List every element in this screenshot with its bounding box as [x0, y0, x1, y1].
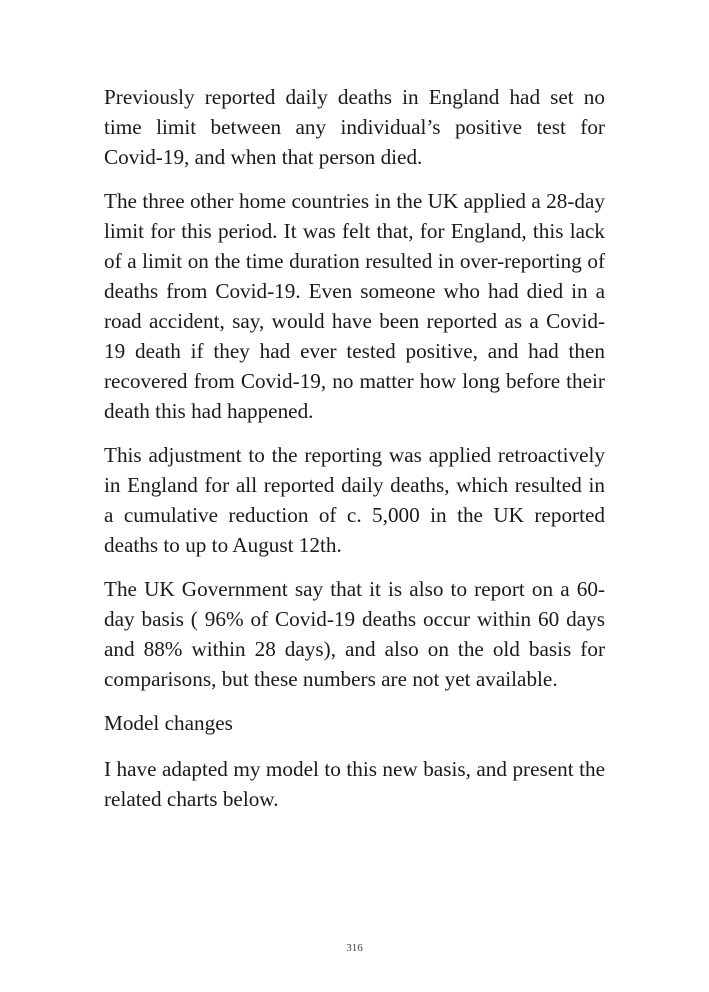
paragraph-28-day-limit: The three other home countries in the UK applied a 28-day limit for this period. It was felt that, for England, this lack of a limit on the time duration resulted in over-reporting of deaths from Covid-19. Even someone who had died in a road accident, say, would have been reported as a Covid-19 death if they had ever tested positive, and had then recovered from Covid-19, no matter how long before their death this had happened.: [104, 189, 605, 423]
page-number: 316: [346, 942, 363, 954]
paragraph-model-adapted: I have adapted my model to this new basis, and present the related charts below.: [104, 757, 605, 811]
paragraph-retroactive-adjustment: This adjustment to the reporting was applied retroactively in England for all reported daily deaths, which resulted in a cumulative reduction of c. 5,000 in the UK reported deaths to up to August 12th.: [104, 443, 605, 557]
paragraph-60-day-basis: The UK Government say that it is also to report on a 60-day basis ( 96% of Covid-19 deaths occur within 60 days and 88% within 28 days), and also on the old basis for comparisons, but these numbers are not yet available.: [104, 577, 605, 691]
section-heading: Model changes: [104, 711, 233, 735]
body-text: [104, 82, 605, 828]
paragraph-time-limit: Previously reported daily deaths in England had set no time limit between any individual’s positive test for Covid-19, and when that person died.: [104, 85, 605, 169]
